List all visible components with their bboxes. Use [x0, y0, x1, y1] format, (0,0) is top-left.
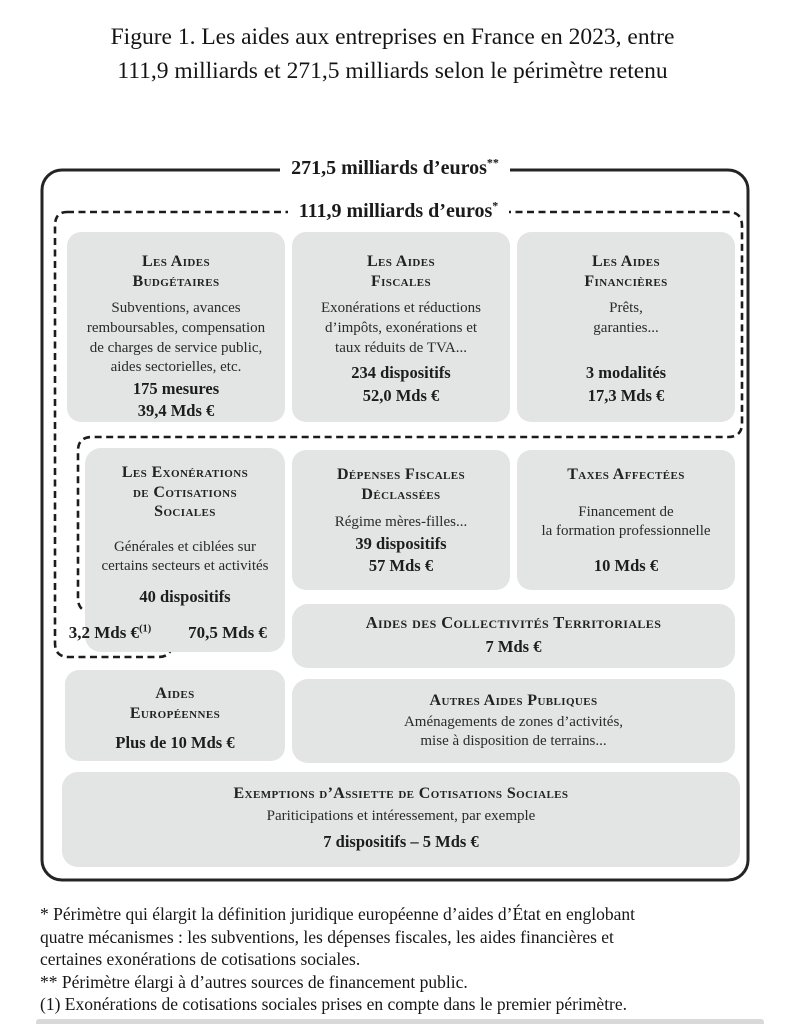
- box-aides-financieres: [517, 232, 735, 422]
- box-taxes-stats: 10 Mds €: [593, 555, 659, 575]
- box-europeennes-title: Aides Européennes: [129, 685, 221, 722]
- box-aides-collectivites-territoriales: [292, 604, 735, 668]
- box-aides-fiscales-stats: 234 dispositifs 52,0 Mds €: [351, 363, 451, 405]
- box-taxes-title: Taxes Affectées: [567, 466, 685, 483]
- box-exemptions-desc: Pariticipations et intéressement, par exemple: [266, 807, 536, 824]
- outer-perimeter-text: 271,5 milliards d’euros: [291, 156, 487, 179]
- box-aides-financieres-title: Les Aides Financières: [584, 253, 668, 290]
- inner-perimeter-label: [288, 200, 510, 222]
- box-collectivites-title: Aides des Collectivités Territoriales: [365, 613, 662, 633]
- box-aides-fiscales: [292, 232, 510, 422]
- footnote-1: (1) Exonérations de cotisations sociales prises en compte dans le premier périmètre.: [40, 994, 628, 1014]
- box-aides-financieres-stats: 3 modalités 17,3 Mds €: [585, 363, 667, 405]
- outer-perimeter-label-row: [42, 155, 748, 180]
- footnotes: [40, 903, 762, 1016]
- box-exonerations-desc: Générales et ciblées sur certains secteurs et activités: [101, 538, 269, 575]
- box-depenses-title: Dépenses Fiscales Déclassées: [336, 466, 466, 503]
- box-autres-desc: Aménagements de zones d’activités, mise à disposition de terrains...: [403, 713, 624, 750]
- box-aides-budgetaires-desc: Subventions, avances remboursables, compensation de charges de service public, aides sectorielles, etc.: [86, 300, 266, 376]
- box-aides-budgetaires-title: Les Aides Budgétaires: [132, 253, 220, 290]
- box-aides-fiscales-title: Les Aides Fiscales: [366, 253, 436, 290]
- box-exonerations-title: Les Exonérations de Cotisations Sociales: [121, 464, 249, 521]
- exonerations-amount-in-perimeter: [50, 623, 170, 643]
- box-exemptions-stats: 7 dispositifs – 5 Mds €: [323, 832, 479, 852]
- box-aides-fiscales-desc: Exonérations et réductions d’impôts, exonérations et taux réduits de TVA...: [321, 300, 481, 356]
- footnote-star: * Périmètre qui élargit la définition juridique européenne d’aides d’État en englobant quatre mécanismes : les subventions, les dépenses fiscales, les aides financières et certaines exonérations de cotisations sociales.: [40, 904, 635, 969]
- footnote-double-star: ** Périmètre élargi à d’autres sources de financement public.: [40, 971, 468, 992]
- box-exonerations-count: 40 dispositifs: [139, 587, 231, 607]
- exonerations-amount-out-perimeter: 70,5 Mds €: [188, 623, 267, 642]
- box-depenses-stats: 39 dispositifs 57 Mds €: [355, 533, 447, 576]
- box-autres-title: Autres Aides Publiques: [429, 692, 598, 709]
- box-aides-budgetaires: [67, 232, 285, 422]
- exonerations-amount-in-text: 3,2 Mds €: [68, 623, 140, 642]
- box-taxes-desc: Financement de la formation professionnelle: [541, 503, 711, 540]
- page-edge-artifact: [36, 1019, 764, 1024]
- box-autres-aides-publiques: [292, 679, 735, 763]
- box-depenses-fiscales-declassees: [292, 450, 510, 590]
- box-taxes-affectees: [517, 450, 735, 590]
- box-exemptions-title: Exemptions d’Assiette de Cotisations Sociales: [233, 785, 569, 802]
- box-aides-budgetaires-stats: 175 mesures 39,4 Mds €: [132, 379, 220, 421]
- box-depenses-desc: Régime mères-filles...: [334, 514, 468, 531]
- box-collectivites-stats: 7 Mds €: [485, 637, 542, 657]
- inner-perimeter-sup: *: [492, 198, 499, 212]
- box-europeennes-stats: Plus de 10 Mds €: [115, 733, 235, 753]
- exonerations-amounts-row: [50, 618, 285, 648]
- outer-perimeter-label: [280, 157, 510, 179]
- box-aides-financieres-desc: Prêts, garanties...: [593, 300, 659, 336]
- outer-perimeter-sup: **: [486, 155, 499, 169]
- box-aides-europeennes: [65, 670, 285, 761]
- inner-perimeter-label-row: [55, 198, 742, 223]
- inner-perimeter-text: 111,9 milliards d’euros: [298, 199, 493, 222]
- figure-title: Figure 1. Les aides aux entreprises en France en 2023, entre 111,9 milliards et 271,5 milliards selon le périmètre retenu: [110, 24, 675, 84]
- box-exemptions-assiette: [62, 772, 740, 867]
- exonerations-amount-in-sup: (1): [139, 623, 152, 635]
